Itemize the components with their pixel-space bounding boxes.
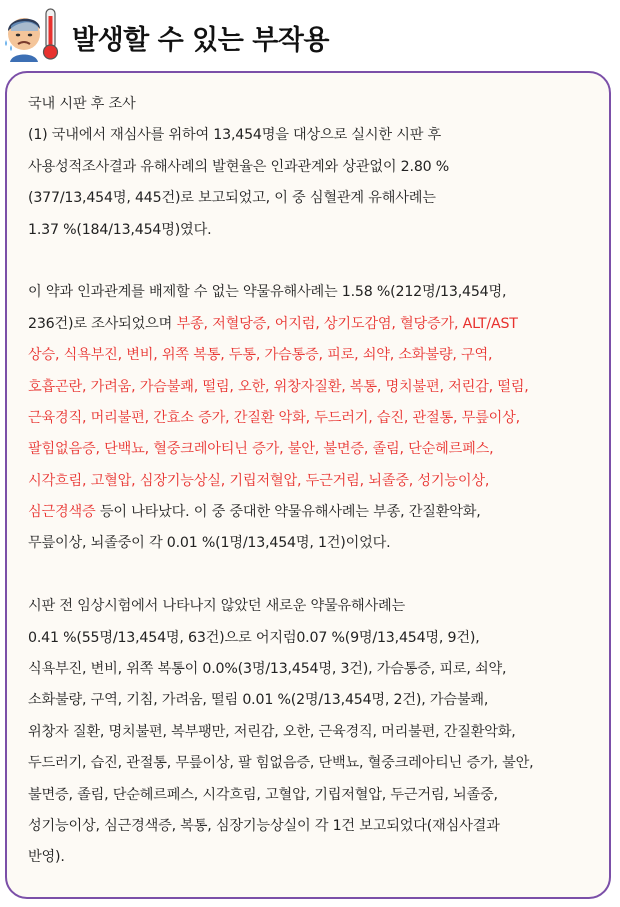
page-header — [0, 0, 620, 72]
highlighted-adverse-events: 시각흐림, 고혈압, 심장기능상실, 기립저혈압, 두근거림, 뇌졸중, 성기능이상, — [28, 472, 490, 489]
paragraph-3-line: 소화불량, 구역, 기침, 가려움, 떨림 0.01 %(2명/13,454명, 2건), 가슴불쾌, — [28, 692, 489, 709]
side-effects-text — [28, 89, 610, 874]
paragraph-spacer — [28, 246, 610, 277]
page-title: 발생할 수 있는 부작용 — [72, 25, 329, 56]
highlighted-adverse-events: 심근경색증 — [28, 504, 96, 521]
highlighted-adverse-events: 호흡곤란, 가려움, 가슴불쾌, 떨림, 오한, 위창자질환, 복통, 명치불편, 저린감, 떨림, — [28, 378, 529, 395]
highlighted-adverse-events: 팔힘없음증, 단백뇨, 혈중크레아티닌 증가, 불안, 불면증, 졸림, 단순헤르페스, — [28, 441, 494, 458]
paragraph-3-line: 위창자 질환, 명치불편, 복부팽만, 저린감, 오한, 근육경직, 머리불편, 간질환악화, — [28, 723, 516, 740]
paragraph-3-line: 0.41 %(55명/13,454명, 63건)으로 어지럼0.07 %(9명/13,454명, 9건), — [28, 629, 480, 646]
paragraph-3-line: 반영). — [28, 849, 65, 866]
sick-person-thermometer-icon — [2, 4, 64, 66]
paragraph-1-line: (1) 국내에서 재심사를 위하여 13,454명을 대상으로 실시한 시판 후 — [28, 127, 442, 144]
highlighted-adverse-events: 근육경직, 머리불편, 간효소 증가, 간질환 악화, 두드러기, 습진, 관절통, 무릎이상, — [28, 409, 520, 426]
paragraph-3-line: 시판 전 임상시험에서 나타나지 않았던 새로운 약물유해사례는 — [28, 598, 405, 615]
paragraph-3-line: 식욕부진, 변비, 위쪽 복통이 0.0%(3명/13,454명, 3건), 가슴통증, 피로, 쇠약, — [28, 661, 507, 678]
paragraph-1-line: (377/13,454명, 445건)로 보고되었고, 이 중 심혈관계 유해사례는 — [28, 190, 436, 207]
paragraph-2-line — [28, 309, 610, 340]
paragraph-2-text: 236건)로 조사되었으며 — [28, 315, 177, 332]
paragraph-2-line: 무릎이상, 뇌졸중이 각 0.01 %(1명/13,454명, 1건)이었다. — [28, 535, 391, 552]
paragraph-3-line: 두드러기, 습진, 관절통, 무릎이상, 팔 힘없음증, 단백뇨, 혈중크레아티닌 증가, 불안, — [28, 755, 534, 772]
paragraph-3-line: 불면증, 졸림, 단순헤르페스, 시각흐림, 고혈압, 기립저혈압, 두근거림, 뇌졸중, — [28, 786, 498, 803]
side-effects-card — [5, 71, 611, 899]
highlighted-adverse-events: 부종, 저혈당증, 어지럼, 상기도감염, 혈당증가, ALT/AST — [176, 315, 518, 332]
highlighted-adverse-events: 상승, 식욕부진, 변비, 위쪽 복통, 두통, 가슴통증, 피로, 쇠약, 소화불량, 구역, — [28, 347, 493, 364]
section-heading: 국내 시판 후 조사 — [28, 96, 136, 112]
paragraph-3-line: 성기능이상, 심근경색증, 복통, 심장기능상실이 각 1건 보고되었다(재심사결과 — [28, 817, 500, 834]
paragraph-2-line: 이 약과 인과관계를 배제할 수 없는 약물유해사례는 1.58 %(212명/13,454명, — [28, 284, 507, 301]
paragraph-2-text: 등이 나타났다. 이 중 중대한 약물유해사례는 부종, 간질환악화, — [95, 504, 481, 521]
paragraph-1-line: 1.37 %(184/13,454명)였다. — [28, 221, 212, 238]
paragraph-2-line — [28, 497, 610, 528]
paragraph-spacer — [28, 560, 610, 591]
paragraph-1-line: 사용성적조사결과 유해사례의 발현율은 인과관계와 상관없이 2.80 % — [28, 158, 450, 175]
